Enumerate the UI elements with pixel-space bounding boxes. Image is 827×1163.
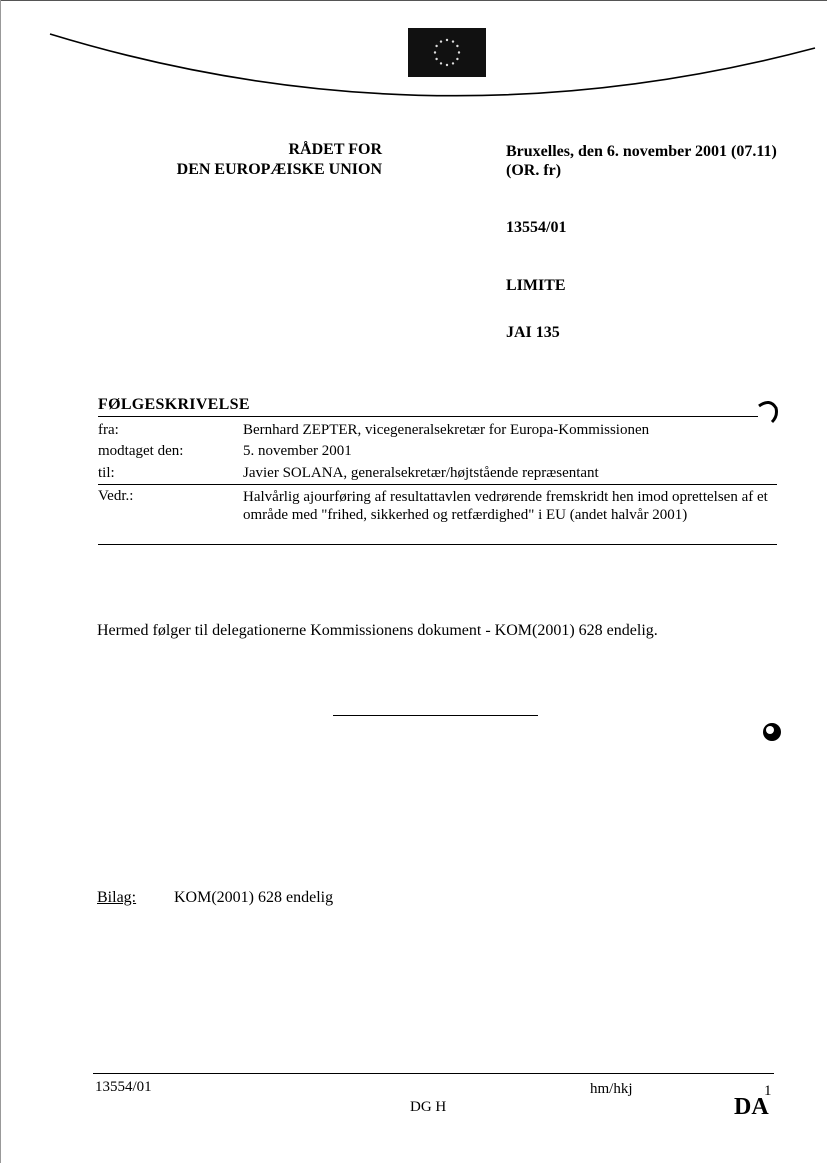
footer-doc-number: 13554/01 [95, 1079, 152, 1095]
title-underline [98, 416, 758, 417]
from-value: Bernhard ZEPTER, vicegeneralsekretær for Europa-Kommissionen [243, 422, 650, 438]
sender-line-1: RÅDET FOR [288, 141, 382, 158]
annex-label: Bilag: [97, 889, 137, 906]
scan-left-border [0, 0, 1, 1163]
footer-page-number: 1 [764, 1083, 772, 1099]
separator-line [333, 715, 538, 716]
table-bottom-rule [98, 544, 777, 545]
footer-rule [93, 1073, 774, 1074]
footer-language: DA [734, 1094, 769, 1120]
to-value: Javier SOLANA, generalsekretær/højtstående repræsentant [243, 465, 599, 481]
subject-label: Vedr.: [98, 488, 134, 504]
eu-flag-logo [408, 28, 486, 77]
classification-label: LIMITE [506, 277, 566, 294]
hole-punch-icon [760, 720, 784, 744]
place-date: Bruxelles, den 6. november 2001 (07.11) [506, 143, 777, 160]
document-number: 13554/01 [506, 219, 567, 236]
cover-note-title: FØLGESKRIVELSE [98, 396, 250, 413]
reference-code: JAI 135 [506, 324, 560, 341]
original-language: (OR. fr) [506, 162, 562, 179]
received-label: modtaget den: [98, 443, 184, 459]
footer-department: DG H [410, 1099, 447, 1115]
to-label: til: [98, 465, 115, 481]
body-text: Hermed følger til delegationerne Kommissionens dokument - KOM(2001) 628 endelig. [97, 622, 658, 639]
received-value: 5. november 2001 [243, 443, 352, 459]
subject-value: Halvårlig ajourføring af resultattavlen vedrørende fremskridt hen imod oprettelsen af et område med "frihed, sikkerhed og retfærdighed" i EU (andet halvår 2001) [243, 489, 768, 523]
annex-value: KOM(2001) 628 endelig [174, 889, 334, 906]
sender-line-2: DEN EUROPÆISKE UNION [176, 161, 382, 178]
from-label: fra: [98, 422, 119, 438]
row-divider [98, 484, 777, 485]
scan-mark-icon [756, 398, 782, 426]
eu-stars-icon [408, 28, 486, 77]
footer-initials: hm/hkj [590, 1081, 633, 1097]
